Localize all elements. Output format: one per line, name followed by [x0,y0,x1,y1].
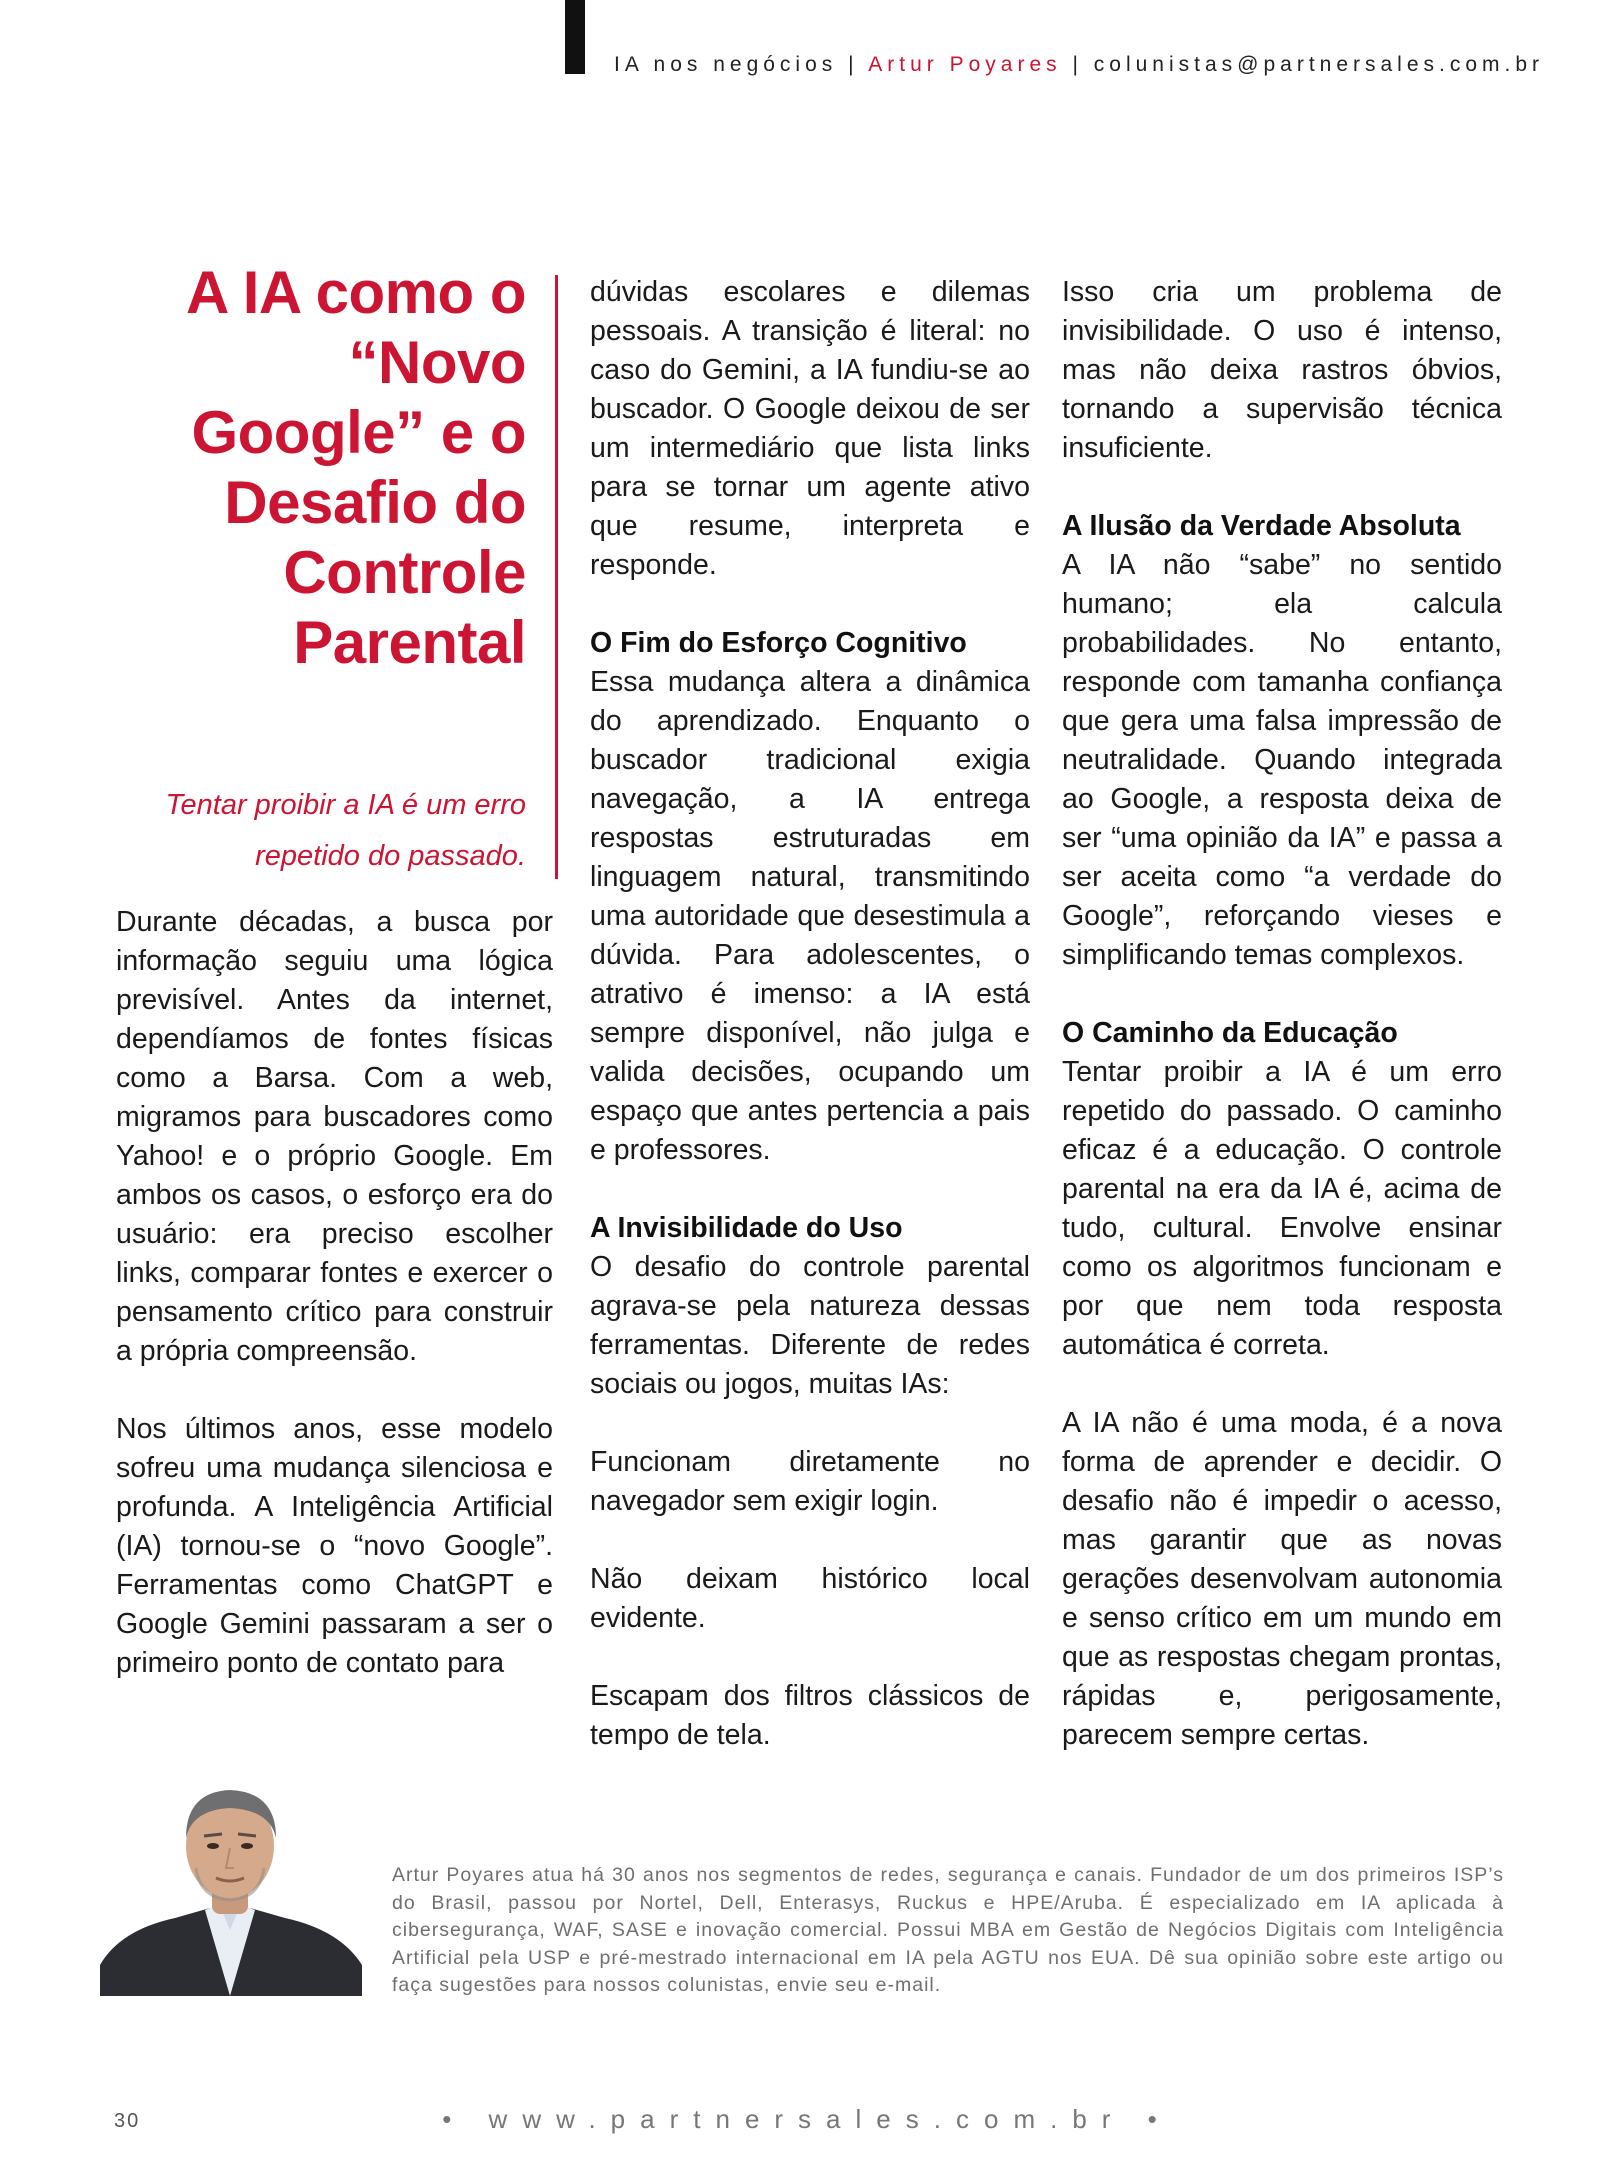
list-item: Escapam dos filtros clássicos de tempo de tela. [590,1680,1030,1751]
header-separator: | [837,53,869,76]
paragraph: A IA não “sabe” no sentido humano; ela calcula probabilidades. No entanto, responde com tamanha confiança que gera uma falsa impressão de neutralidade. Quando integrada ao Google, a resposta deixa de ser “uma opinião da IA” e passa a ser aceita como “a verdade do Google”, reforçando vieses e simplificando temas complexos. [1062,549,1502,971]
article-title: A IA como o “Novo Google” e o Desafio do Controle Parental [185,259,526,676]
section-heading: O Caminho da Educação [1062,1017,1398,1049]
paragraph: dúvidas escolares e dilemas pessoais. A transição é literal: no caso do Gemini, a IA fundiu-se ao buscador. O Google deixou de ser um intermediário que lista links para se tornar um agente ativo que resume, interpreta e responde. [590,276,1030,581]
header-email[interactable]: colunistas@partnersales.com.br [1093,53,1545,76]
section-heading: O Fim do Esforço Cognitivo [590,627,967,659]
page-number: 30 [114,2110,141,2132]
author-bio: Artur Poyares atua há 30 anos nos segmentos de redes, segurança e canais. Fundador de um dos primeiros ISP’s do Brasil, passou por Nortel, Dell, Enterasys, Ruckus e HPE/Aruba. É especializado em IA aplicada à cibersegurança, WAF, SASE e inovação comercial. Possui MBA em Gestão de Negócios Digitais com Inteligência Artificial pela USP e pré-mestrado internacional em IA pela AGTU nos EUA. Dê sua opinião sobre este artigo ou faça sugestões para nossos colunistas, envie seu e-mail. [392,1864,1504,1996]
vertical-divider [555,275,558,879]
paragraph: Essa mudança altera a dinâmica do aprendizado. Enquanto o buscador tradicional exigia navegação, a IA entrega respostas estruturadas em linguagem natural, transmitindo uma autoridade que desestimula a dúvida. Para adolescentes, o atrativo é imenso: a IA está sempre disponível, não julga e valida decisões, ocupando um espaço que antes pertencia a pais e professores. [590,666,1030,1166]
footer-website[interactable]: • www.partnersales.com.br • [442,2104,1172,2134]
running-header [614,53,1544,77]
paragraph: Nos últimos anos, esse modelo sofreu uma mudança silenciosa e profunda. A Inteligência Artificial (IA) tornou-se o “novo Google”. Ferramentas como ChatGPT e Google Gemini passaram a ser o primeiro ponto de contato para [116,1413,553,1679]
article-subtitle: Tentar proibir a IA é um erro repetido do passado. [165,789,526,872]
header-section: IA nos negócios [614,53,838,76]
author-photo [100,1780,362,1996]
paragraph: Durante décadas, a busca por informação seguiu uma lógica previsível. Antes da internet, dependíamos de fontes físicas como a Barsa. Com a web, migramos para buscadores como Yahoo! e o próprio Google. Em ambos os casos, o esforço era do usuário: era preciso escolher links, comparar fontes e exercer o pensamento crítico para construir a própria compreensão. [116,906,553,1367]
paragraph: Isso cria um problema de invisibilidade. O uso é intenso, mas não deixa rastros óbvios, tornando a supervisão técnica insuficiente. [1062,276,1502,464]
paragraph: O desafio do controle parental agrava-se pela natureza dessas ferramentas. Diferente de redes sociais ou jogos, muitas IAs: [590,1251,1030,1400]
list-item: Funcionam diretamente no navegador sem exigir login. [590,1446,1030,1517]
header-accent-bar [565,0,585,74]
section-heading: A Ilusão da Verdade Absoluta [1062,510,1461,542]
header-separator: | [1061,53,1094,76]
section-heading: A Invisibilidade do Uso [590,1212,903,1244]
column-2 [590,273,1030,1755]
paragraph: Tentar proibir a IA é um erro repetido do passado. O caminho eficaz é a educação. O controle parental na era da IA é, acima de tudo, cultural. Envolve ensinar como os algoritmos funcionam e por que nem toda resposta automática é correta. [1062,1056,1502,1361]
column-1 [116,903,553,1683]
header-author: Artur Poyares [868,53,1062,76]
paragraph: A IA não é uma moda, é a nova forma de aprender e decidir. O desafio não é impedir o acesso, mas garantir que as novas gerações desenvolvam autonomia e senso crítico em um mundo em que as respostas chegam prontas, rápidas e, perigosamente, parecem sempre certas. [1062,1407,1502,1751]
list-item: Não deixam histórico local evidente. [590,1563,1030,1634]
column-3 [1062,273,1502,1755]
